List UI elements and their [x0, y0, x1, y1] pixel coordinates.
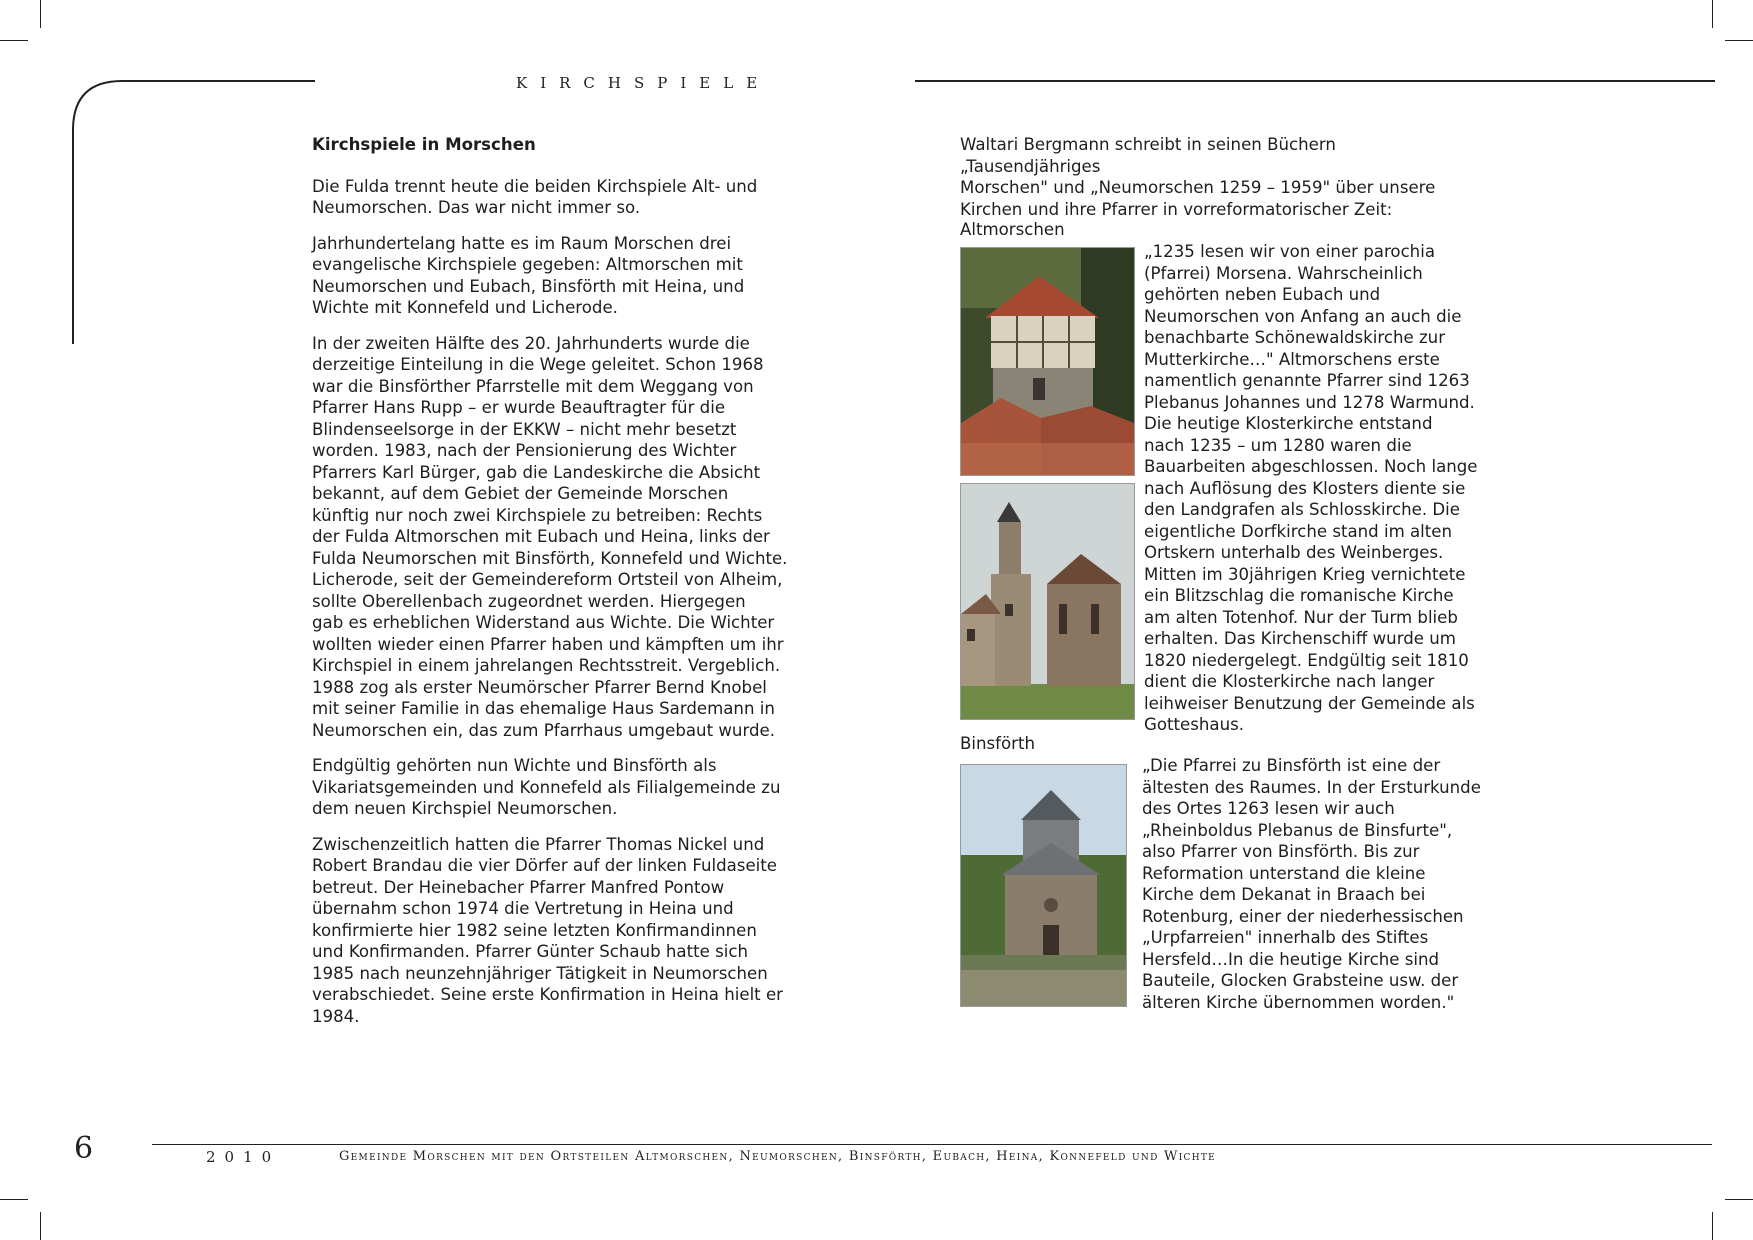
- altmorschen-label: Altmorschen: [960, 220, 1065, 239]
- footer-publication: Gemeinde Morschen mit den Ortsteilen Altmorschen, Neumorschen, Binsförth, Eubach, Heina, Konnefeld und Wichte: [339, 1149, 1217, 1164]
- binsfoerth-church-photo: [960, 764, 1127, 1007]
- page-number: 6: [74, 1131, 94, 1166]
- altmorschen-text: „1235 lesen wir von einer parochia (Pfarrei) Morsena. Wahrscheinlich gehörten neben Eubach und Neumorschen von Anfang an auch die benachbarte Schönewaldskirche zur Mutterkirche…" Altmorschens erste namentlich genannte Pfarrer sind 1263 Plebanus Johannes und 1278 Warmund. Die heutige Klosterkirche entstand nach 1235 – um 1280 waren die Bauarbeiten abgeschlossen. Noch lange nach Auflösung des Klosters diente sie den Landgrafen als Schlosskirche. Die eigentliche Dorfkirche stand im alten Ortskern unterhalb des Weinberges. Mitten im 30jährigen Krieg vernichtete ein Blitzschlag die romanische Kirche am alten Totenhof. Nur der Turm blieb erhalten. Das Kirchenschiff wurde um 1820 niedergelegt. Endgültig seit 1810 dient die Klosterkirche nach langer leihweiser Benutzung der Gemeinde als Gotteshaus.: [1144, 242, 1478, 734]
- crop-mark-top-left-vertical: [40, 0, 41, 28]
- crop-mark-top-right-horizontal: [1725, 40, 1753, 41]
- binsfoerth-label: Binsförth: [960, 734, 1035, 753]
- crop-mark-bottom-right-vertical: [1712, 1212, 1713, 1240]
- paragraph-2: Jahrhundertelang hatte es im Raum Morschen drei evangelische Kirchspiele gegeben: Altmorschen mit Neumorschen und Eubach, Binsförth mit Heina, und Wichte mit Konnefeld und Licherode.: [312, 233, 745, 317]
- header-right-rule: [915, 80, 1715, 82]
- running-title: KIRCHSPIELE: [516, 74, 771, 92]
- paragraph-3: In der zweiten Hälfte des 20. Jahrhunderts wurde die derzeitige Einteilung in die Wege geleitet. Schon 1968 war die Binsförther Pfarrstelle mit dem Weggang von Pfarrer Hans Rupp – er wurde Beauftragter für die Blindenseelsorge in der EKKW – nicht mehr besetzt worden. 1983, nach der Pensionierung des Wichter Pfarrers Karl Bürger, gab die Landeskirche die Absicht bekannt, auf dem Gebiet der Gemeinde Morschen künftig nur noch zwei Kirchspiele zu betreiben: Rechts der Fulda Altmorschen mit Eubach und Heina, links der Fulda Neumorschen mit Binsförth, Konnefeld und Wichte. Licherode, seit der Gemeindereform Ortsteil von Alheim, sollte Oberellenbach zugeordnet werden. Hiergegen gab es erheblichen Widerstand aus Wichte. Die Wichter wollten wieder einen Pfarrer haben und kämpften um ihr Kirchspiel in einem jahrelangen Rechtsstreit. Vergeblich. 1988 zog als erster Neumörscher Pfarrer Bernd Knobel mit seiner Familie in das ehemalige Haus Sardemann in Neumorschen ein, das zum Pfarrhaus umgebaut wurde.: [312, 333, 788, 740]
- crop-mark-top-left-horizontal: [0, 40, 28, 41]
- footer-year: 2010: [206, 1148, 281, 1166]
- footer-rule: [152, 1144, 1712, 1145]
- paragraph-5: Zwischenzeitlich hatten die Pfarrer Thomas Nickel und Robert Brandau die vier Dörfer auf der linken Fuldaseite betreut. Der Heinebacher Pfarrer Manfred Pontow übernahm schon 1974 die Vertretung in Heina und konfirmierte hier 1982 seine letzten Konfirmandinnen und Konfirmanden. Pfarrer Günter Schaub hatte sich 1985 nach neunzehnjähriger Tätigkeit in Neumorschen verabschiedet. Seine erste Konfirmation in Heina hielt er 1984.: [312, 834, 783, 1026]
- crop-mark-top-right-vertical: [1712, 0, 1713, 28]
- paragraph-1: Die Fulda trennt heute die beiden Kirchspiele Alt- und Neumorschen. Das war nicht immer so.: [312, 176, 758, 217]
- section-heading: Kirchspiele in Morschen: [312, 135, 536, 154]
- crop-mark-bottom-right-horizontal: [1725, 1199, 1753, 1200]
- altmorschen-tower-photo: [960, 247, 1135, 476]
- klosterkirche-photo: [960, 483, 1135, 720]
- crop-mark-bottom-left-horizontal: [0, 1199, 28, 1200]
- paragraph-4: Endgültig gehörten nun Wichte und Binsförth als Vikariatsgemeinden und Konnefeld als Filialgemeinde zu dem neuen Kirchspiel Neumorschen.: [312, 756, 781, 818]
- binsfoerth-text: „Die Pfarrei zu Binsförth ist eine der ältesten des Raumes. In der Ersturkunde des Ortes 1263 lesen wir auch „Rheinboldus Plebanus de Binsfurte", also Pfarrer von Binsförth. Bis zur Reformation unterstand die kleine Kirche dem Dekanat in Braach bei Rotenburg, einer der niederhessischen „Urpfarreien" innerhalb des Stiftes Hersfeld…In die heutige Kirche sind Bauteile, Glocken Grabsteine usw. der älteren Kirche übernommen worden.": [1142, 756, 1481, 1012]
- right-intro: Waltari Bergmann schreibt in seinen Büchern „Tausendjähriges Morschen" und „Neumorschen 1259 – 1959" über unsere Kirchen und ihre Pfarrer in vorreformatorischer Zeit:: [960, 135, 1436, 219]
- crop-mark-bottom-left-vertical: [40, 1212, 41, 1240]
- left-column: [312, 134, 792, 1041]
- header-corner-rule: [70, 78, 320, 348]
